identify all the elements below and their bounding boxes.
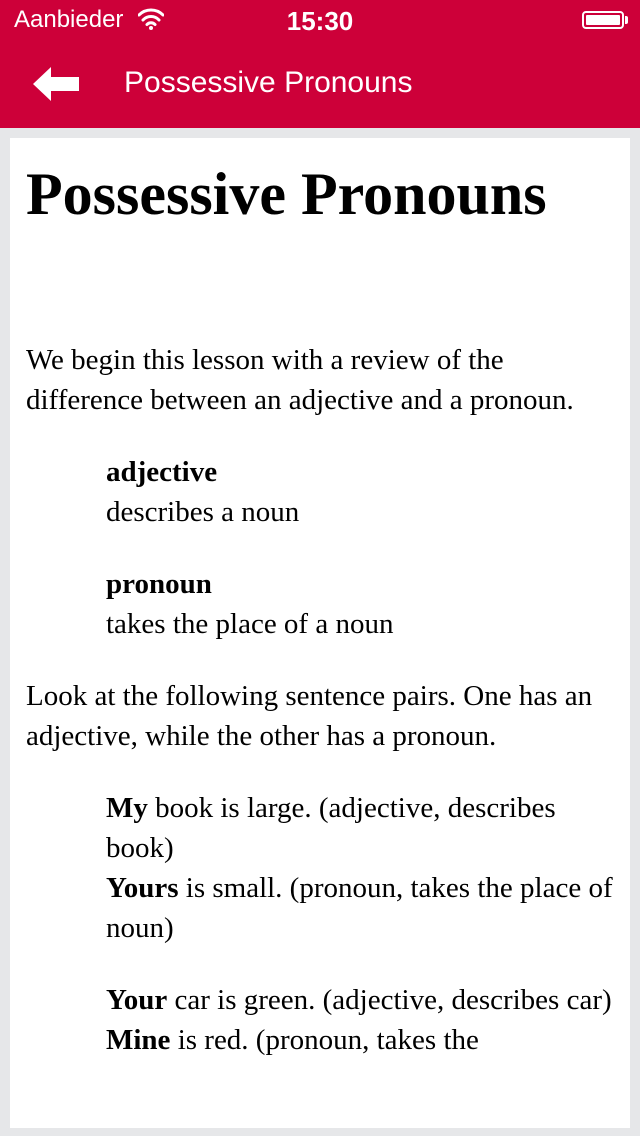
example-sentence <box>106 980 614 1020</box>
example-sentence <box>106 788 614 868</box>
intro-paragraph: We begin this lesson with a review of the difference between an adjective and a pronoun. <box>26 344 574 416</box>
app-header <box>0 0 640 128</box>
example-keyword: Your <box>106 984 168 1016</box>
example-pair <box>106 980 614 1060</box>
example-text: is red. (pronoun, takes the <box>170 1024 479 1056</box>
nav-bar <box>0 40 640 128</box>
example-pair <box>106 788 614 948</box>
back-button[interactable] <box>26 60 86 108</box>
definition-pronoun <box>106 564 614 644</box>
term-label: pronoun <box>106 568 212 600</box>
term-label: adjective <box>106 456 218 488</box>
carrier-label: Aanbieder <box>14 6 124 33</box>
example-text: is small. (pronoun, takes the place of noun) <box>106 872 613 944</box>
example-text: car is green. (adjective, describes car) <box>167 984 612 1016</box>
example-text: book is large. (adjective, describes book) <box>106 792 556 864</box>
definition-text: takes the place of a noun <box>106 608 394 640</box>
battery-icon <box>582 11 624 29</box>
status-time: 15:30 <box>286 6 354 36</box>
status-bar <box>0 0 640 40</box>
example-keyword: Mine <box>106 1024 171 1056</box>
example-keyword: Yours <box>106 872 179 904</box>
example-sentence <box>106 1020 614 1060</box>
example-keyword: My <box>106 792 148 824</box>
instruction-paragraph: Look at the following sentence pairs. One has an adjective, while the other has a pronoun. <box>26 680 593 752</box>
arrow-left-icon <box>33 67 79 101</box>
definition-adjective <box>106 452 614 532</box>
battery-tip <box>625 16 628 24</box>
page-title: Possessive Pronouns <box>26 161 547 227</box>
nav-title: Possessive Pronouns <box>124 66 413 99</box>
spacer <box>26 228 614 340</box>
example-sentence <box>106 868 614 948</box>
definition-text: describes a noun <box>106 496 300 528</box>
lesson-content <box>10 138 630 1128</box>
